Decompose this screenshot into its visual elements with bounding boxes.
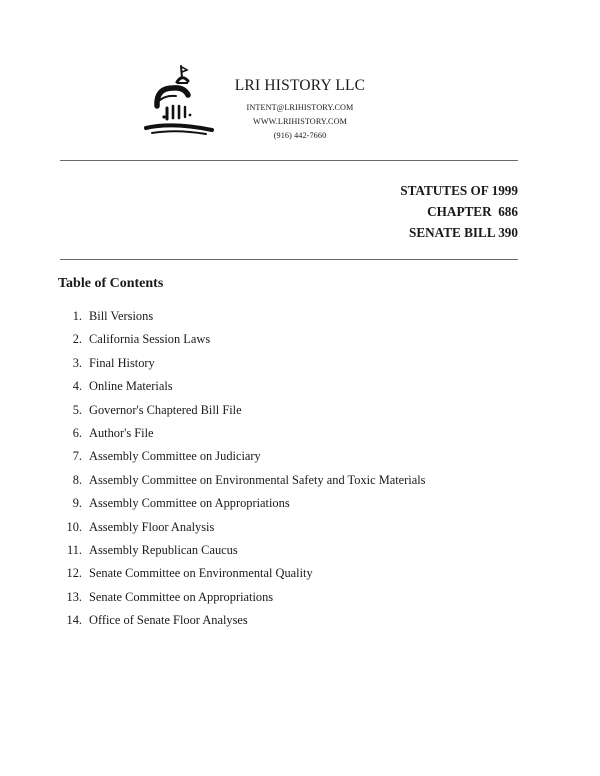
toc-item[interactable] [58, 610, 425, 633]
toc-item-number: 11. [66, 542, 82, 557]
toc-item[interactable] [58, 540, 425, 563]
toc-item[interactable] [58, 563, 425, 586]
chapter-line: CHAPTER 686 [427, 204, 518, 219]
toc-item-label: Assembly Committee on Environmental Safety and Toxic Materials [89, 472, 426, 487]
capitol-dome-icon [142, 62, 216, 140]
toc-item-number: 9. [72, 496, 82, 511]
toc-title: Table of Contents [58, 276, 164, 291]
toc-item-number: 12. [66, 566, 82, 581]
toc-item-number: 5. [72, 402, 82, 417]
toc-item-number: 14. [66, 613, 82, 628]
toc-item-label: California Session Laws [89, 332, 211, 347]
toc-item[interactable] [58, 493, 425, 516]
company-name: LRI HISTORY LLC [234, 77, 366, 94]
toc-list [58, 306, 425, 633]
toc-item-number: 4. [72, 379, 82, 394]
toc-item-label: Office of Senate Floor Analyses [89, 613, 248, 628]
toc-item-label: Assembly Committee on Judiciary [89, 449, 261, 464]
toc-item-number: 3. [72, 355, 82, 370]
toc-item-label: Assembly Republican Caucus [89, 542, 238, 557]
toc-item-number: 7. [72, 449, 82, 464]
toc-item-number: 10. [66, 519, 82, 534]
toc-item-number: 13. [66, 589, 82, 604]
toc-item-label: Senate Committee on Appropriations [89, 589, 274, 604]
company-email: INTENT@LRIHISTORY.COM [246, 103, 354, 112]
company-website: WWW.LRIHISTORY.COM [253, 117, 347, 126]
toc-item[interactable] [58, 376, 425, 399]
toc-item[interactable] [58, 446, 425, 469]
bottom-divider [60, 259, 518, 260]
toc-item-label: Assembly Floor Analysis [89, 519, 215, 534]
toc-item[interactable] [58, 400, 425, 423]
top-divider [60, 160, 518, 161]
toc-item-label: Author's File [89, 425, 154, 440]
toc-item[interactable] [58, 306, 425, 329]
company-header [218, 76, 382, 143]
toc-item-label: Assembly Committee on Appropriations [89, 496, 290, 511]
toc-item[interactable] [58, 470, 425, 493]
toc-item-label: Final History [89, 355, 155, 370]
toc-item-number: 8. [72, 472, 82, 487]
toc-item-label: Online Materials [89, 379, 173, 394]
toc-item[interactable] [58, 423, 425, 446]
toc-item[interactable] [58, 517, 425, 540]
toc-item-number: 6. [72, 425, 82, 440]
statutes-line: STATUTES OF 1999 [400, 183, 518, 198]
toc-item-label: Senate Committee on Environmental Quality [89, 566, 313, 581]
toc-item-label: Governor's Chaptered Bill File [89, 402, 242, 417]
toc-item-label: Bill Versions [89, 309, 154, 323]
toc-item[interactable] [58, 587, 425, 610]
bill-info [400, 180, 518, 243]
company-phone: (916) 442-7660 [273, 131, 327, 140]
toc-item[interactable] [58, 353, 425, 376]
toc-item[interactable] [58, 329, 425, 352]
toc-item-number: 2. [72, 332, 82, 347]
senate-bill-line: SENATE BILL 390 [409, 225, 518, 240]
toc-item-number: 1. [72, 309, 82, 323]
